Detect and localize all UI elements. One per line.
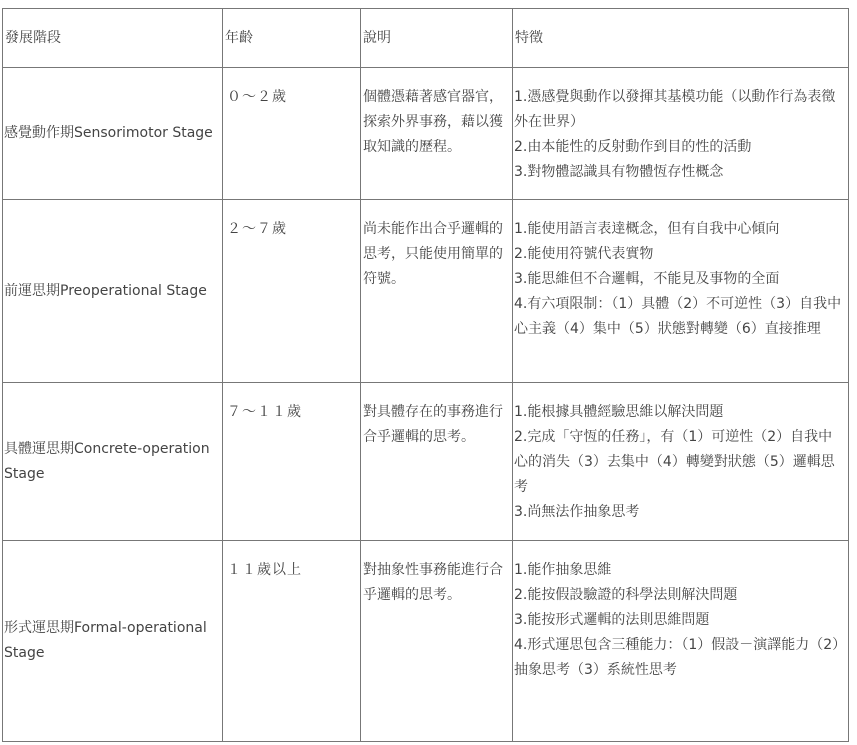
- stage-age: １１歲以上: [223, 541, 361, 742]
- stage-age: ７～１１歲: [223, 383, 361, 541]
- stage-features: [513, 541, 849, 742]
- feature-item: 3.對物體認識具有物體恆存性概念: [514, 164, 724, 180]
- stage-age: ０～２歲: [223, 68, 361, 200]
- feature-item: 4.有六項限制：（1）具體（2）不可逆性（3）自我中心主義（4）集中（5）狀態對轉變（6）直接推理: [514, 296, 842, 337]
- table-row: [3, 541, 849, 742]
- table-row: [3, 200, 849, 383]
- stage-description: 個體憑藉著感官器官，探索外界事務，藉以獲取知識的歷程。: [361, 68, 513, 200]
- stage-name: 感覺動作期Sensorimotor Stage: [3, 68, 223, 200]
- table-row: [3, 383, 849, 541]
- stage-features: [513, 68, 849, 200]
- feature-item: 4.形式運思包含三種能力：（1）假設－演譯能力（2）抽象思考（3）系統性思考: [514, 637, 840, 678]
- table-row: [3, 68, 849, 200]
- stage-name: 具體運思期Concrete-operation Stage: [3, 383, 223, 541]
- feature-item: 1.憑感覺與動作以發揮其基模功能（以動作行為表徵外在世界）: [514, 89, 836, 130]
- header-stage: 發展階段: [3, 9, 223, 68]
- feature-item: 2.能按假設驗證的科學法則解決問題: [514, 587, 738, 603]
- stage-features: [513, 200, 849, 383]
- feature-item: 3.能按形式邏輯的法則思維問題: [514, 612, 710, 628]
- stage-description: 尚未能作出合乎邏輯的思考，只能使用簡單的符號。: [361, 200, 513, 383]
- header-features: 特徵: [513, 9, 849, 68]
- header-age: 年齡: [223, 9, 361, 68]
- feature-item: 1.能根據具體經驗思維以解決問題: [514, 404, 724, 420]
- feature-item: 3.尚無法作抽象思考: [514, 504, 640, 520]
- stage-name: 形式運思期Formal-operational Stage: [3, 541, 223, 742]
- feature-item: 2.能使用符號代表實物: [514, 246, 654, 262]
- stage-name: 前運思期Preoperational Stage: [3, 200, 223, 383]
- feature-item: 1.能作抽象思維: [514, 562, 612, 578]
- feature-item: 2.由本能性的反射動作到目的性的活動: [514, 139, 752, 155]
- stage-description: 對具體存在的事務進行合乎邏輯的思考。: [361, 383, 513, 541]
- header-description: 說明: [361, 9, 513, 68]
- stage-features: [513, 383, 849, 541]
- feature-item: 1.能使用語言表達概念，但有自我中心傾向: [514, 221, 780, 237]
- feature-item: 2.完成「守恆的任務」，有（1）可逆性（2）自我中心的消失（3）去集中（4）轉變對狀態（5）邏輯思考: [514, 429, 835, 495]
- feature-item: 3.能思維但不合邏輯，不能見及事物的全面: [514, 271, 780, 287]
- stage-description: 對抽象性事務能進行合乎邏輯的思考。: [361, 541, 513, 742]
- development-stages-table: [2, 8, 849, 742]
- stage-age: ２～７歲: [223, 200, 361, 383]
- table-header-row: [3, 9, 849, 68]
